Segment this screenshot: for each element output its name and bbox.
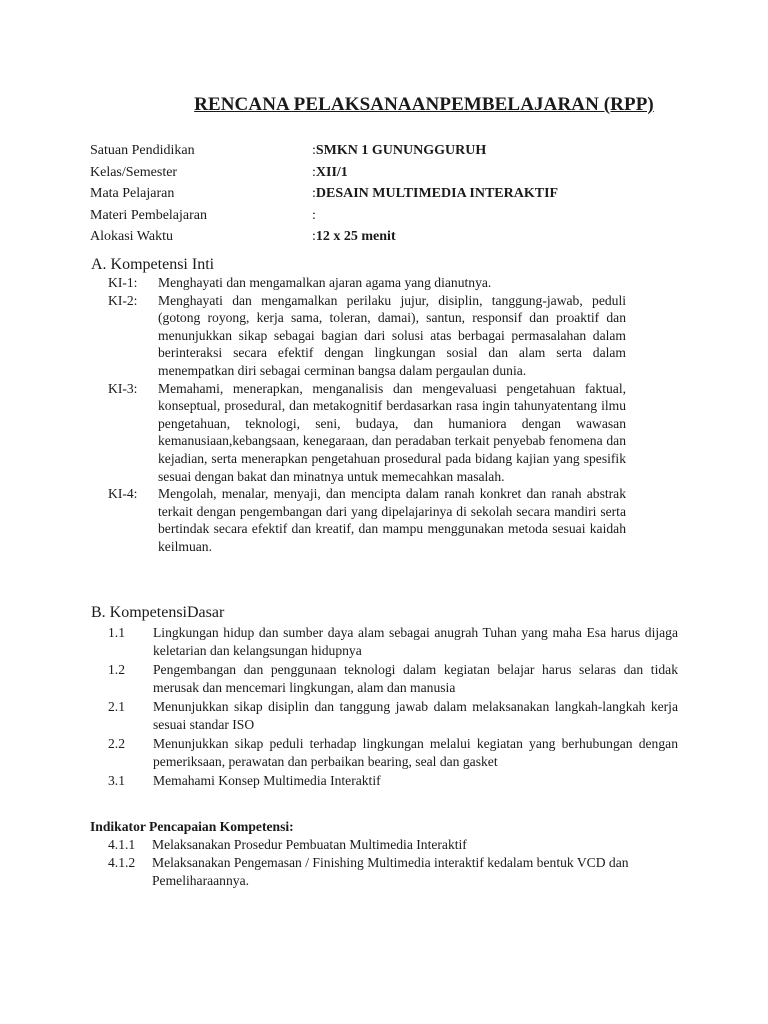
meta-separator: : [312,229,316,245]
list-item [108,624,678,660]
item-code: 2.2 [108,736,125,751]
meta-row-materi [90,205,558,227]
list-item [108,836,678,854]
indicator-title: Indikator Pencapaian Kompetensi: [90,819,294,834]
item-text: Lingkungan hidup dan sumber daya alam sebagai anugrah Tuhan yang maha Esa harus dijaga keletarian dan kelangsungan hidupnya [153,625,678,658]
meta-value: SMKN 1 GUNUNGGURUH [315,143,487,158]
list-item [108,274,626,292]
list-item [108,698,678,734]
document-title: RENCANA PELAKSANAANPEMBELAJARAN (RPP) [194,94,654,115]
item-text: Pengembangan dan penggunaan teknologi dalam kegiatan belajar harus selaras dan tidak merusak dan mencemari lingkungan, alam dan manusia [153,662,678,695]
item-code: 1.2 [108,662,125,677]
kompetensi-inti-list [108,274,626,556]
meta-row-mapel [90,183,558,205]
item-code: KI-2: [108,292,138,308]
list-item [108,854,678,890]
section-title-kompetensi-dasar: B. KompetensiDasar [91,604,225,621]
list-item [108,735,678,771]
item-text: Menunjukkan sikap disiplin dan tanggung jawab dalam melaksanakan langkah-langkah kerja sesuai standar ISO [153,699,678,732]
meta-label: Materi Pembelajaran [90,207,208,223]
item-code: 1.1 [108,625,125,640]
item-code: 3.1 [108,773,125,788]
meta-label: Alokasi Waktu [90,229,173,245]
meta-label: Satuan Pendidikan [90,143,195,158]
list-item [108,380,626,486]
meta-label: Mata Pelajaran [90,186,175,202]
meta-value: 12 x 25 menit [315,229,396,245]
item-code: KI-4: [108,486,138,502]
section-title-kompetensi-inti: A. Kompetensi Inti [91,256,215,273]
item-text: Melaksanakan Pengemasan / Finishing Multimedia interaktif kedalam bentuk VCD dan Pemeliharaannya. [152,855,629,888]
indicator-list [108,836,678,890]
meta-separator: : [312,207,316,223]
item-code: KI-1: [108,275,138,290]
meta-value: DESAIN MULTIMEDIA INTERAKTIF [315,186,559,202]
meta-value: XII/1 [315,164,348,180]
header-info [90,140,558,248]
list-item [108,661,678,697]
meta-separator: : [312,164,316,180]
meta-row-satuan [90,140,558,162]
list-item [108,292,626,380]
list-item [108,485,626,555]
item-text: Memahami, menerapkan, menganalisis dan mengevaluasi pengetahuan faktual, konseptual, prosedural, dan metakognitif berdasarkan rasa ingin tahunyatentang ilmu pengetahuan, teknologi, seni, budaya, dan humaniora dengan wawasan kemanusiaan,kebangsaan, kenegaraan, dan peradaban terkait penyebab fenomena dan kejadian, serta menerapkan pengetahuan prosedural pada bidang kajian yang spesifik sesuai dengan bakat dan minatnya untuk memecahkan masalah. [158,380,626,484]
item-text: Menunjukkan sikap peduli terhadap lingkungan melalui kegiatan yang berhubungan dengan pemeriksaan, perawatan dan perbaikan bearing, seal dan gasket [153,736,678,769]
item-text: Menghayati dan mengamalkan perilaku jujur, disiplin, tanggung-jawab, peduli (gotong royong, kerja sama, toleran, damai), santun, responsif dan proaktif dan menunjukkan sikap sebagai bagian dari solusi atas berbagai permasalahan dalam berinteraksi secara efektif dengan lingkungan sosial dan alam serta dalam menempatkan diri sebagai cerminan bangsa dalam pergaulan dunia. [158,292,626,378]
meta-label: Kelas/Semester [90,164,178,180]
meta-separator: : [312,143,316,158]
item-code: 4.1.1 [108,837,136,852]
item-text: Mengolah, menalar, menyaji, dan mencipta dalam ranah konkret dan ranah abstrak terkait dengan pengembangan dari yang dipelajarinya di sekolah secara mandiri serta bertindak secara efektif dan kreatif, dan mampu menggunakan metoda sesuai kaidah keilmuan. [158,486,626,554]
list-item [108,772,678,790]
item-code: KI-3: [108,380,138,396]
item-text: Memahami Konsep Multimedia Interaktif [153,773,381,788]
kompetensi-dasar-list [108,624,678,791]
item-code: 2.1 [108,699,125,714]
meta-row-alokasi [90,226,558,248]
meta-row-kelas [90,162,558,184]
item-text: Menghayati dan mengamalkan ajaran agama yang dianutnya. [158,275,492,290]
meta-separator: : [312,186,316,202]
item-code: 4.1.2 [108,855,136,870]
item-text: Melaksanakan Prosedur Pembuatan Multimedia Interaktif [152,837,467,852]
